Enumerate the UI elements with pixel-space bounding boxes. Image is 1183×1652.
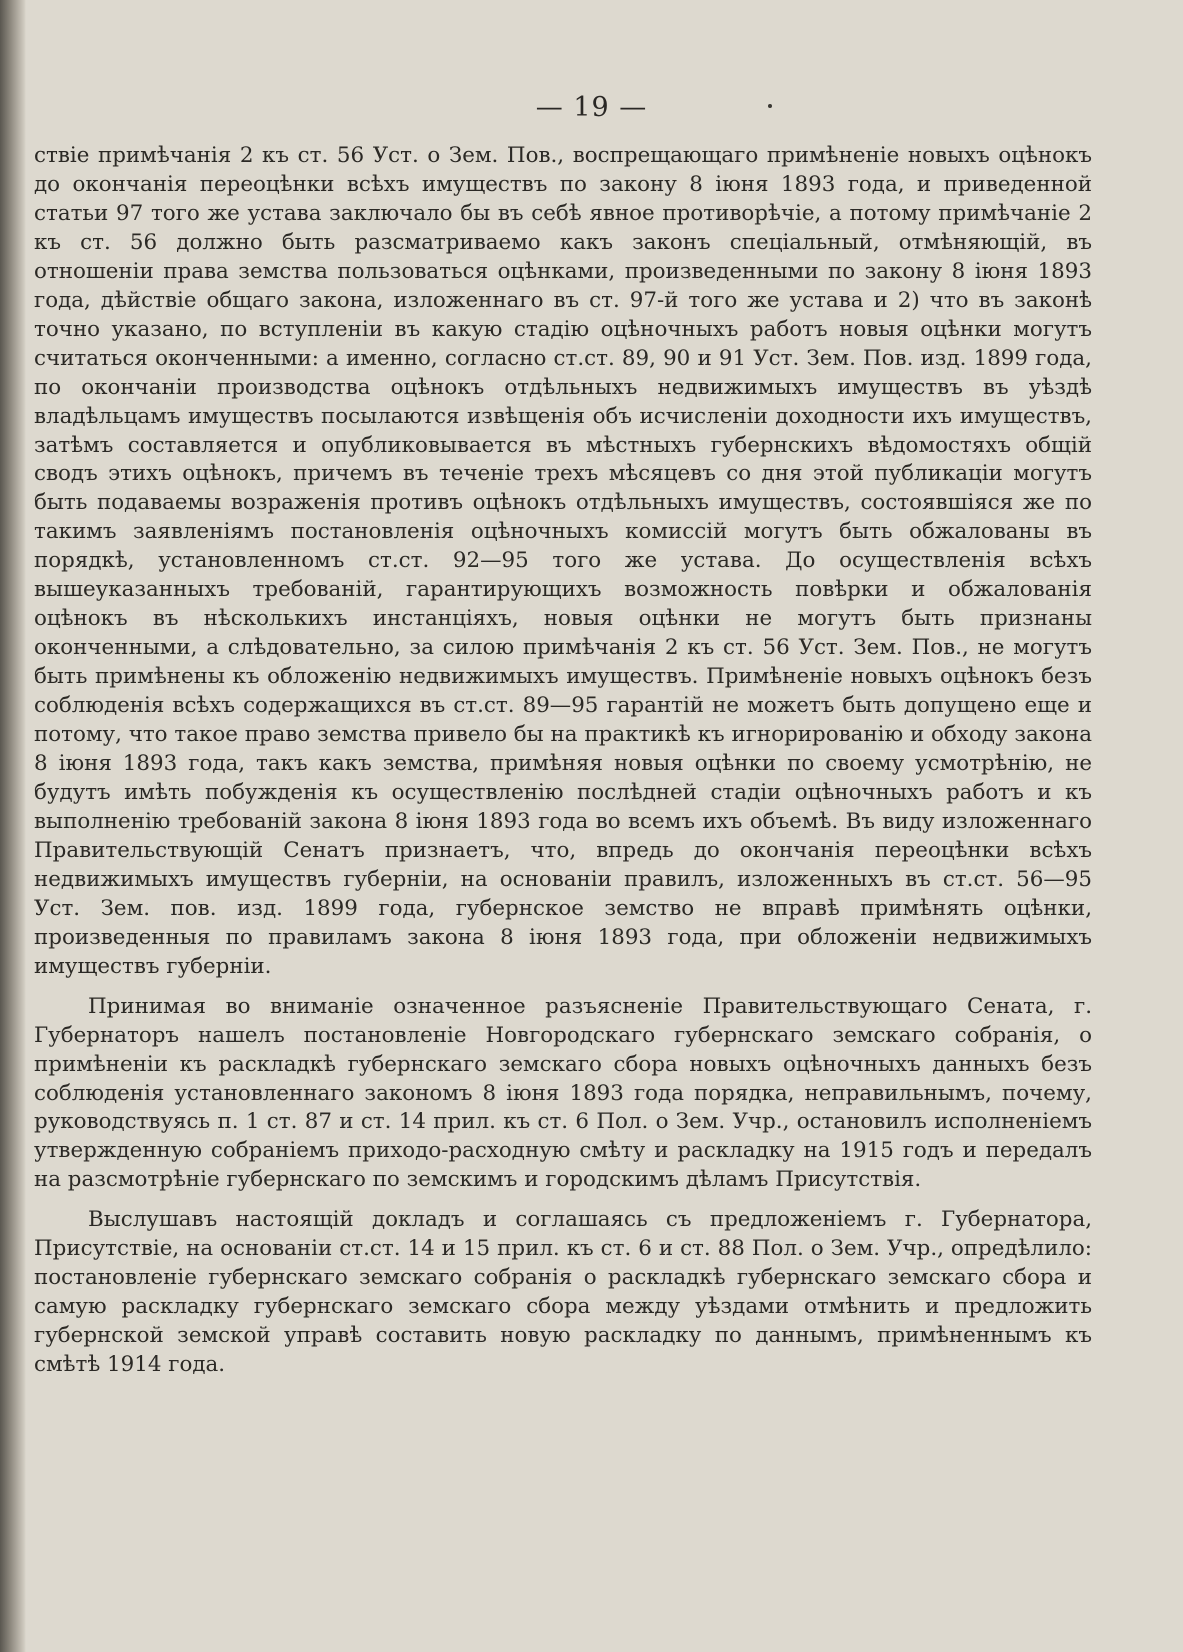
paragraph-governor-decision: Принимая во вниманіе означенное разъясненіе Правительствующаго Сената, г. Губернаторъ нашелъ постановленіе Новгородскаго губернскаго земскаго собранія, о примѣненіи къ раскладкѣ губернскаго земскаго сбора новыхъ оцѣночныхъ данныхъ безъ соблюденія установленнаго закономъ 8 іюня 1893 года порядка, неправильнымъ, почему, руководствуясь п. 1 ст. 87 и ст. 14 прил. къ ст. 6 Пол. о Зем. Учр., остановилъ исполненіемъ утвержденную собраніемъ приходо-расходную смѣту и раскладку на 1915 годъ и передалъ на разсмотрѣніе губернскаго по земскимъ и городскимъ дѣламъ Присутствія. [34,993,1092,1193]
paragraph-resolution: Выслушавъ настоящій докладъ и соглашаясь съ предложеніемъ г. Губернатора, Присутствіе, на основаніи ст.ст. 14 и 15 прил. къ ст. 6 и ст. 88 Пол. о Зем. Учр., опредѣлило: постановленіе губернскаго земскаго собранія о раскладкѣ губернскаго земскаго сбора и самую раскладку губернскаго земскаго сбора между уѣздами отмѣнить и предложить губернской земской управѣ составить новую раскладку по даннымъ, примѣненнымъ къ смѣтѣ 1914 года. [34,1207,1092,1378]
print-speck [768,104,772,108]
paragraph-continuation: ствіе примѣчанія 2 къ ст. 56 Уст. о Зем. Пов., воспрещающаго примѣненіе новыхъ оцѣнокъ до окончанія переоцѣнки всѣхъ имуществъ по закону 8 іюня 1893 года, и приведенной статьи 97 того же устава заключало бы въ себѣ явное противорѣчіе, а потому примѣчаніе 2 къ ст. 56 должно быть разсматриваемо какъ законъ спеціальный, отмѣняющій, въ отношеніи права земства пользоваться оцѣнками, произведенными по закону 8 іюня 1893 года, дѣйствіе общаго закона, изложеннаго въ ст. 97-й того же устава и 2) что въ законѣ точно указано, по вступленіи въ какую стадію оцѣночныхъ работъ новыя оцѣнки могутъ считаться оконченными: а именно, согласно ст.ст. 89, 90 и 91 Уст. Зем. Пов. изд. 1899 года, по окончаніи производства оцѣнокъ отдѣльныхъ недвижимыхъ имуществъ въ уѣздѣ владѣльцамъ имуществъ посылаются извѣщенія объ исчисленіи доходности ихъ имуществъ, затѣмъ составляется и опубликовывается въ мѣстныхъ губернскихъ вѣдомостяхъ общій сводъ этихъ оцѣнокъ, причемъ въ теченіе трехъ мѣсяцевъ со дня этой публикаціи могутъ быть подаваемы возраженія противъ оцѣнокъ отдѣльныхъ имуществъ, состоявшіяся же по такимъ заявленіямъ постановленія оцѣночныхъ комиссій могутъ быть обжалованы въ порядкѣ, установленномъ ст.ст. 92—95 того же устава. До осуществленія всѣхъ вышеуказанныхъ требованій, гарантирующихъ возможность повѣрки и обжалованія оцѣнокъ въ нѣсколькихъ инстанціяхъ, новыя оцѣнки не могутъ быть признаны оконченными, а слѣдовательно, за силою примѣчанія 2 къ ст. 56 Уст. Зем. Пов., не могутъ быть примѣнены къ обложенію недвижимыхъ имуществъ. Примѣненіе новыхъ оцѣнокъ безъ соблюденія всѣхъ содержащихся въ ст.ст. 89—95 гарантій не можетъ быть допущено еще и потому, что такое право земства привело бы на практикѣ къ игнорированію и обходу закона 8 іюня 1893 года, такъ какъ земства, примѣняя новыя оцѣнки по своему усмотрѣнію, не будутъ имѣть побужденія къ осуществленію послѣдней стадіи оцѣночныхъ работъ и къ выполненію требованій закона 8 іюня 1893 года во всемъ ихъ объемѣ. Въ виду изложеннаго Правительствующій Сенатъ признаетъ, что, впредь до окончанія переоцѣнки всѣхъ недвижимыхъ имуществъ губерніи, на основаніи правилъ, изложенныхъ въ ст.ст. 56—95 Уст. Зем. пов. изд. 1899 года, губернское земство не вправѣ примѣнять оцѣнки, произведенныя по правиламъ закона 8 іюня 1893 года, при обложеніи недвижимыхъ имуществъ губерніи. [34,143,1092,979]
page-number: — 19 — [535,92,648,123]
body-text [34,142,1092,1380]
page-binding-edge [0,0,26,1652]
